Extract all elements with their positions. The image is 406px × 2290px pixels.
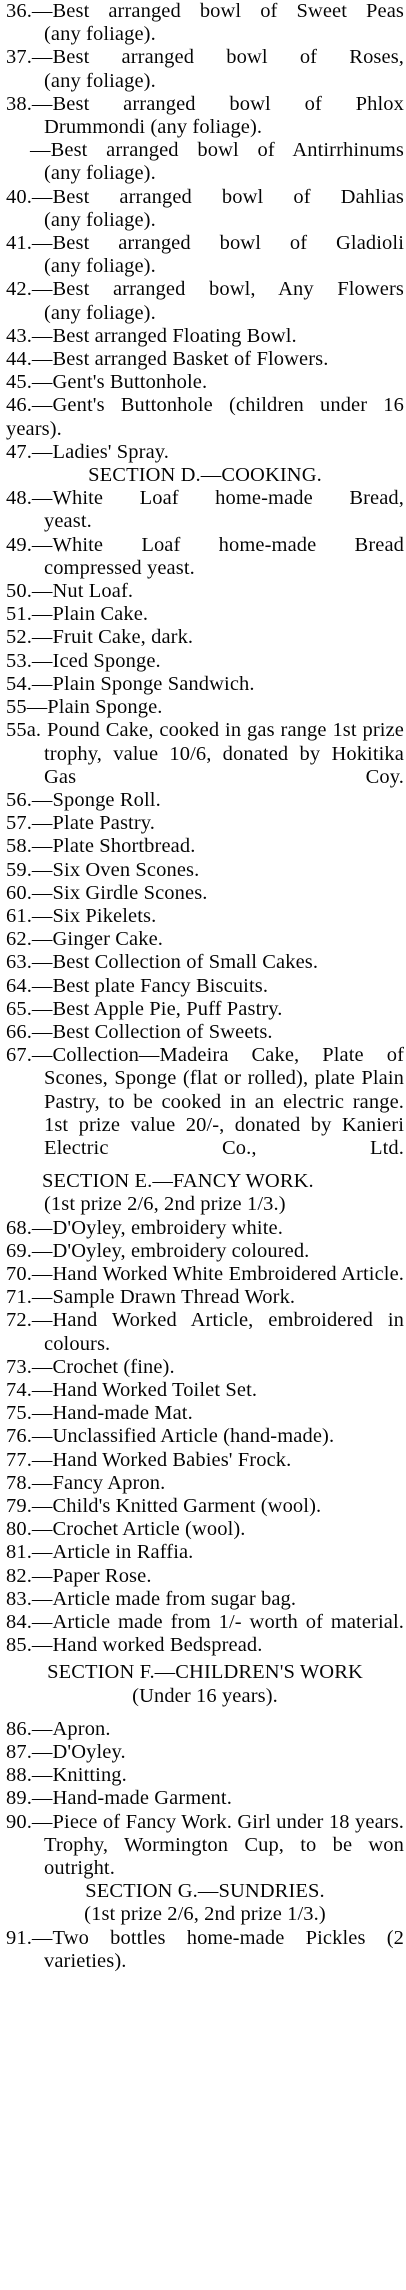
entry-72: 72.—Hand Worked Article, embroidered in colours.: [6, 1309, 404, 1355]
entry-48-line-1: 48.—White Loaf home-made Bread,: [6, 487, 404, 510]
entry-48: [6, 487, 404, 533]
entry-64: 64.—Best plate Fancy Biscuits.: [6, 974, 269, 997]
entry-39-line-1: —Best arranged bowl of Antirrhinums: [30, 139, 404, 162]
entry-89: 89.—Hand-made Garment.: [6, 1787, 232, 1810]
entry-49-line-1: 49.—White Loaf home-made Bread: [6, 533, 404, 556]
entry-79: 79.—Child's Knitted Garment (wool).: [6, 1495, 322, 1517]
entry-81: 81.—Article in Raffia.: [6, 1541, 194, 1564]
entry-38: [6, 93, 404, 139]
entry-59: 59.—Six Oven Scones.: [6, 858, 200, 881]
entry-54: 54.—Plain Sponge Sandwich.: [6, 672, 255, 695]
entry-42: [6, 278, 404, 324]
entry-62: 62.—Ginger Cake.: [6, 928, 164, 951]
entry-40: [6, 186, 404, 232]
entry-78: 78.—Fancy Apron.: [6, 1471, 166, 1494]
entry-45: 45.—Gent's Buttonhole.: [6, 371, 208, 394]
entry-63: 63.—Best Collection of Small Cakes.: [6, 951, 319, 974]
entry-80: 80.—Crochet Article (wool).: [6, 1518, 246, 1541]
entry-83: 83.—Article made from sugar bag.: [6, 1587, 297, 1610]
entry-42-line-2: (any foliage).: [44, 301, 156, 324]
entry-52: 52.—Fruit Cake, dark.: [6, 626, 194, 649]
entry-58: 58.—Plate Shortbread.: [6, 835, 196, 858]
entry-70: 70.—Hand Worked White Embroidered Article.: [6, 1262, 404, 1285]
entry-41-line-1: 41.—Best arranged bowl of Gladioli: [6, 232, 404, 255]
entry-37-line-2: (any foliage).: [44, 69, 156, 92]
entry-36-line-1: 36.—Best arranged bowl of Sweet Peas: [6, 0, 404, 22]
section-f-note: (Under 16 years).: [132, 1684, 278, 1707]
section-e-heading: SECTION E.—FANCY WORK.: [42, 1170, 314, 1193]
entry-77: 77.—Hand Worked Babies' Frock.: [6, 1448, 292, 1471]
entry-91: 91.—Two bottles home-made Pickles (2 varieties).: [6, 1926, 404, 1972]
entry-75: 75.—Hand-made Mat.: [6, 1402, 193, 1425]
entry-66: 66.—Best Collection of Sweets.: [6, 1020, 273, 1043]
entry-74: 74.—Hand Worked Toilet Set.: [6, 1378, 258, 1401]
entry-41: [6, 232, 404, 278]
entry-42-line-1: 42.—Best arranged bowl, Any Flowers: [6, 278, 404, 301]
entry-69: 69.—D'Oyley, embroidery coloured.: [6, 1239, 310, 1262]
entry-73: 73.—Crochet (fine).: [6, 1355, 175, 1378]
entry-38-line-1: 38.—Best arranged bowl of Phlox: [6, 92, 404, 115]
entry-37-line-1: 37.—Best arranged bowl of Roses,: [6, 46, 404, 69]
section-d-heading: SECTION D.—COOKING.: [88, 464, 322, 487]
entry-47: 47.—Ladies' Spray.: [6, 440, 170, 463]
entry-90: 90.—Piece of Fancy Work. Girl under 18 years. Trophy, Wormington Cup, to be won outright.: [6, 1810, 404, 1880]
entry-36-line-2: (any foliage).: [44, 23, 156, 46]
entry-57: 57.—Plate Pastry.: [6, 812, 155, 835]
section-f-heading: SECTION F.—CHILDREN'S WORK: [47, 1661, 363, 1684]
section-g-prizes: (1st prize 2/6, 2nd prize 1/3.): [84, 1903, 326, 1926]
entry-87: 87.—D'Oyley.: [6, 1741, 126, 1764]
entry-39-line-2: (any foliage).: [44, 162, 156, 185]
entry-46: [6, 394, 404, 440]
entry-36: [6, 0, 404, 46]
entry-46-text: 46.—Gent's Buttonhole (children under 16 years).: [6, 394, 404, 440]
entry-68: 68.—D'Oyley, embroidery white.: [6, 1216, 283, 1239]
entry-61: 61.—Six Pikelets.: [6, 904, 157, 927]
entry-49: [6, 534, 404, 580]
entry-86: 86.—Apron.: [6, 1717, 111, 1740]
entry-43: 43.—Best arranged Floating Bowl.: [6, 324, 297, 347]
entry-39: [6, 139, 404, 185]
entry-49-line-2: compressed yeast.: [44, 556, 195, 579]
entry-51: 51.—Plain Cake.: [6, 603, 149, 626]
entry-55a: 55a. Pound Cake, cooked in gas range 1st prize trophy, value 10/6, donated by Hokitika Gas Coy.: [6, 719, 404, 788]
entry-37: [6, 46, 404, 92]
entry-65: 65.—Best Apple Pie, Puff Pastry.: [6, 997, 283, 1020]
entry-56: 56.—Sponge Roll.: [6, 788, 161, 811]
entry-55: 55—Plain Sponge.: [6, 696, 163, 719]
entry-76: 76.—Unclassified Article (hand-made).: [6, 1425, 335, 1448]
entry-38-line-2: Drummondi (any foliage).: [44, 116, 263, 139]
entry-84: 84.—Article made from 1/- worth of material.: [6, 1611, 404, 1634]
entry-82: 82.—Paper Rose.: [6, 1564, 152, 1587]
entry-40-line-1: 40.—Best arranged bowl of Dahlias: [6, 185, 404, 208]
entry-85: 85.—Hand worked Bedspread.: [6, 1634, 263, 1657]
entry-60: 60.—Six Girdle Scones.: [6, 881, 208, 904]
entry-53: 53.—Iced Sponge.: [6, 649, 161, 672]
section-e-prizes: (1st prize 2/6, 2nd prize 1/3.): [44, 1193, 286, 1216]
entry-67: 67.—Collection—Madeira Cake, Plate of Scones, Sponge (flat or rolled), plate Plain Pastry, to be cooked in an electric range. 1st prize value 20/-, donated by Kanieri Electric Co., Ltd.: [6, 1044, 404, 1159]
entry-88: 88.—Knitting.: [6, 1764, 127, 1787]
entry-71: 71.—Sample Drawn Thread Work.: [6, 1286, 296, 1309]
entry-44: 44.—Best arranged Basket of Flowers.: [6, 348, 329, 371]
entry-50: 50.—Nut Loaf.: [6, 580, 134, 603]
entry-41-line-2: (any foliage).: [44, 255, 156, 278]
entry-40-line-2: (any foliage).: [44, 208, 156, 231]
section-g-heading: SECTION G.—SUNDRIES.: [85, 1880, 325, 1903]
entry-48-line-2: yeast.: [44, 510, 92, 533]
